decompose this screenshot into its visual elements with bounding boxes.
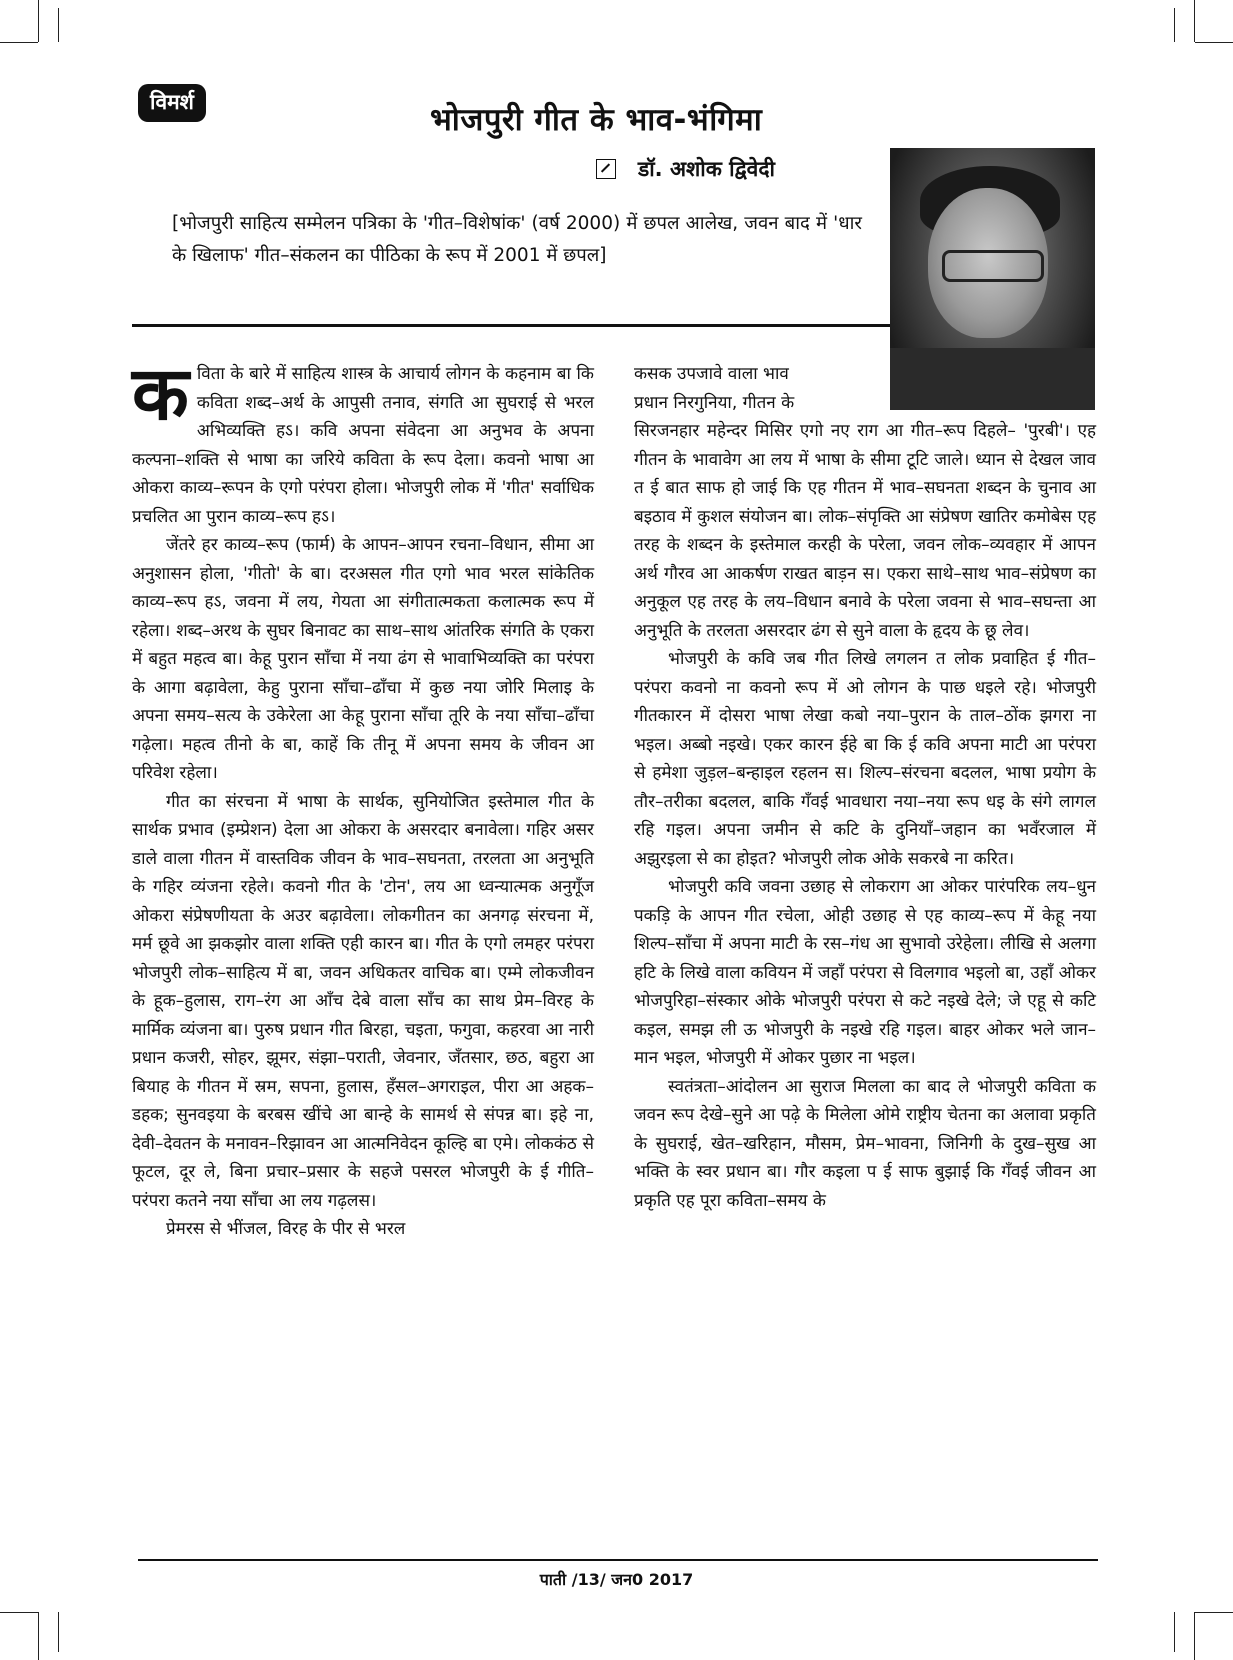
crop-mark: [0, 42, 38, 43]
paragraph-line: प्रधान निरगुनिया, गीतन के: [634, 392, 795, 413]
paragraph: [132, 351, 594, 531]
column-left: [132, 351, 594, 1244]
crop-mark: [38, 0, 39, 42]
intro-note: [भोजपुरी साहित्य सम्मेलन पत्रिका के 'गीत–विशेषांक' (वर्ष 2000) में छपल आलेख, जवन बाद में 'धार के खिलाफ' गीत–संकलन का पीठिका के रूप में 2001 में छपल]: [172, 213, 862, 266]
crop-mark: [1195, 1612, 1233, 1613]
paragraph: जेंतरे हर काव्य–रूप (फार्म) के आपन–आपन रचना–विधान, सीमा आ अनुशासन होला, 'गीतो' के बा। दरअसल गीत एगो भाव भरल सांकेतिक काव्य–रूप हऽ, जवना में लय, गेयता आ संगीतात्मकता कलात्मक रूप में रहेला। शब्द–अरथ के सुघर बिनावट का साथ–साथ आंतरिक संगति के एकरा में बहुत महत्व बा। केहू पुरान साँचा में नया ढंग से भावाभिव्यक्ति का परंपरा के आगा बढ़ावेला, केहु पुराना साँचा–ढाँचा में कुछ नया जोरि मिलाइ के अपना समय–सत्य के उकेरेला आ केहू पुराना साँचा तूरि के नया साँचा–ढाँचा गढ़ेला। महत्व तीनो के बा, काहें कि तीनू में अपना समय के जीवन आ परिवेश रहेला।: [132, 535, 594, 783]
crop-mark: [1174, 1612, 1175, 1652]
pen-icon: [596, 159, 616, 179]
photo-glasses: [942, 250, 1044, 282]
paragraph: स्वतंत्रता–आंदोलन आ सुराज मिलला का बाद ले भोजपुरी कविता क जवन रूप देखे–सुने आ पढ़े के मिलेला ओमे राष्ट्रीय चेतना का अलावा प्रकृति के सुघराई, खेत–खरिहान, मौसम, प्रेम–भावना, जिनिगी के दुख–सुख आ भक्ति के स्वर प्रधान बा। गौर कइला प ई साफ बुझाई कि गँवई जीवन आ प्रकृति एह पूरा कविता–समय के: [634, 1076, 1096, 1211]
crop-mark: [38, 1612, 39, 1660]
paragraph: प्रेमरस से भींजल, विरह के पीर से भरल: [166, 1219, 406, 1239]
section-tag: विमर्श: [138, 84, 206, 122]
header-rule: [132, 324, 890, 327]
crop-mark: [1174, 8, 1175, 42]
crop-mark: [0, 1612, 38, 1613]
crop-mark: [1194, 1612, 1195, 1660]
paragraph: भोजपुरी कवि जवना उछाह से लोकराग आ ओकर पारंपरिक लय–धुन पकड़ि के आपन गीत रचेला, ओही उछाह से एह काव्य–रूप में केहू नया शिल्प–साँचा में अपना माटी के रस–गंध आ सुभावो उरेहेला। लीखि से अलगा हटि के लिखे वाला कवियन में जहाँ परंपरा से विलगाव भइलो बा, उहाँ ओकर भोजपुरिहा–संस्कार ओके भोजपुरी परंपरा से कटे नइखे देले; जे एहू से कटि कइल, समझ ली ऊ भोजपुरी के नइखे रहि गइल। बाहर ओकर भले जान–मान भइल, भोजपुरी में ओकर पुछार ना भइल।: [634, 877, 1096, 1068]
crop-mark: [1195, 42, 1233, 43]
paragraph: भोजपुरी के कवि जब गीत लिखे लगलन त लोक प्रवाहित ई गीत–परंपरा कवनो ना कवनो रूप में ओ लोगन के पाछ धइले रहे। भोजपुरी गीतकारन में दोसरा भाषा लेखा कबो नया–पुरान के ताल–ठोंक झगरा ना भइल। अब्बो नइखे। एकर कारन ईहे बा कि ई कवि अपना माटी आ परंपरा से हमेशा जुड़ल–बन्हाइल रहलन स। शिल्प–संरचना बदलल, भाषा प्रयोग के तौर–तरीका बदलल, बाकि गँवई भावधारा नया–नया रूप धइ के संगे लागल रहि गइल। अपना जमीन से कटि के दुनियाँ–जहान का भवँरजाल में अझुरइला से का होइत? भोजपुरी लोक ओके सकरबे ना करित।: [634, 649, 1096, 869]
author-byline: [596, 155, 775, 183]
paragraph-text: विता के बारे में साहित्य शास्त्र के आचार्य लोगन के कहनाम बा कि कविता शब्द–अर्थ के आपुसी तनाव, संगति आ सुघराई से भरल अभिव्यक्ति हऽ। कवि अपना संवेदना आ अनुभव के अपना कल्पना–शक्ति से भाषा का जरिये कविता के रूप देला। कवनो भाषा आ ओकरा काव्य–रूपन के एगो परंपरा होला। भोजपुरी लोक में 'गीत' सर्वाधिक प्रचलित आ पुरान काव्य–रूप हऽ।: [132, 364, 594, 527]
paragraph: गीत का संरचना में भाषा के सार्थक, सुनियोजित इस्तेमाल गीत के सार्थक प्रभाव (इम्प्रेशन) देला आ ओकरा के असरदार बनावेला। गहिर असर डाले वाला गीतन में वास्तविक जीवन के भाव–सघनता, तरलता आ अनुभूति के गहिर व्यंजना रहेले। कवनो गीत के 'टोन', लय आ ध्वन्यात्मक अनुगूँज ओकरा संप्रेषणीयता के अउर बढ़ावेला। लोकगीतन का अनगढ़ संरचना में, मर्म छूवे आ झकझोर वाला शक्ति एही कारन बा। गीत के एगो लमहर परंपरा भोजपुरी लोक–साहित्य में बा, जवन अधिकतर वाचिक बा। एम्मे लोकजीवन के हूक–हुलास, राग–रंग आ आँच देबे वाला साँच का साथ प्रेम–विरह के मार्मिक व्यंजना बा। पुरुष प्रधान गीत बिरहा, चइता, फगुवा, कहरवा आ नारी प्रधान कजरी, सोहर, झूमर, संझा–पराती, जेवनार, जँतसार, छठ, बहुरा आ बियाह के गीतन में स्रम, सपना, हुलास, हँसल–अगराइल, पीरा आ अहक–डहक; सुनवइया के बरबस खींचे आ बान्हे के सामर्थ से संपन्न बा। इहे ना, देवी–देवतन के मनावन–रिझावन आ आत्मनिवेदन कूल्हि बा एमे। लोककंठ से फूटल, दूर ले, बिना प्रचार–प्रसार के सहजे पसरल भोजपुरी के ई गीति–परंपरा कतने नया साँचा आ लय गढ़लस।: [132, 791, 594, 1211]
author-name: डॉ. अशोक द्विवेदी: [638, 157, 775, 181]
crop-mark: [1194, 0, 1195, 42]
column-right: [634, 360, 1096, 1215]
page-footer: पाती /13/ जन0 2017: [539, 1570, 694, 1589]
article-title: भोजपुरी गीत के भाव-भंगिमा: [430, 102, 763, 138]
drop-cap: क: [132, 351, 189, 437]
crop-mark: [58, 8, 59, 42]
footer-rule: [138, 1559, 1098, 1561]
crop-mark: [58, 1612, 59, 1652]
paragraph: सिरजनहार महेन्दर मिसिर एगो नए राग आ गीत–रूप दिहले– 'पुरबी'। एह गीतन के भावावेग आ लय में भाषा के सीमा टूटि जाले। ध्यान से देखल जाव त ई बात साफ हो जाई कि एह गीतन में भाव–सघनता शब्दन के चुनाव आ बइठाव में कुशल संयोजन बा। लोक–संपृक्ति आ संप्रेषण खातिर कमोबेस एह तरह के शब्दन के इस्तेमाल करही के परेला, जवन लोक–व्यवहार में आपन अर्थ गौरव आ आकर्षण राखत बाड़न स। एकरा साथे–साथ भाव–संप्रेषण का अनुकूल एह तरह के लय–विधान बनावे के परेला जवना से भाव–सघन्ता आ अनुभूति के तरलता असरदार ढंग से सुने वाला के हृदय के छू लेव।: [634, 421, 1096, 641]
paragraph-line: कसक उपजावे वाला भाव: [634, 364, 789, 384]
